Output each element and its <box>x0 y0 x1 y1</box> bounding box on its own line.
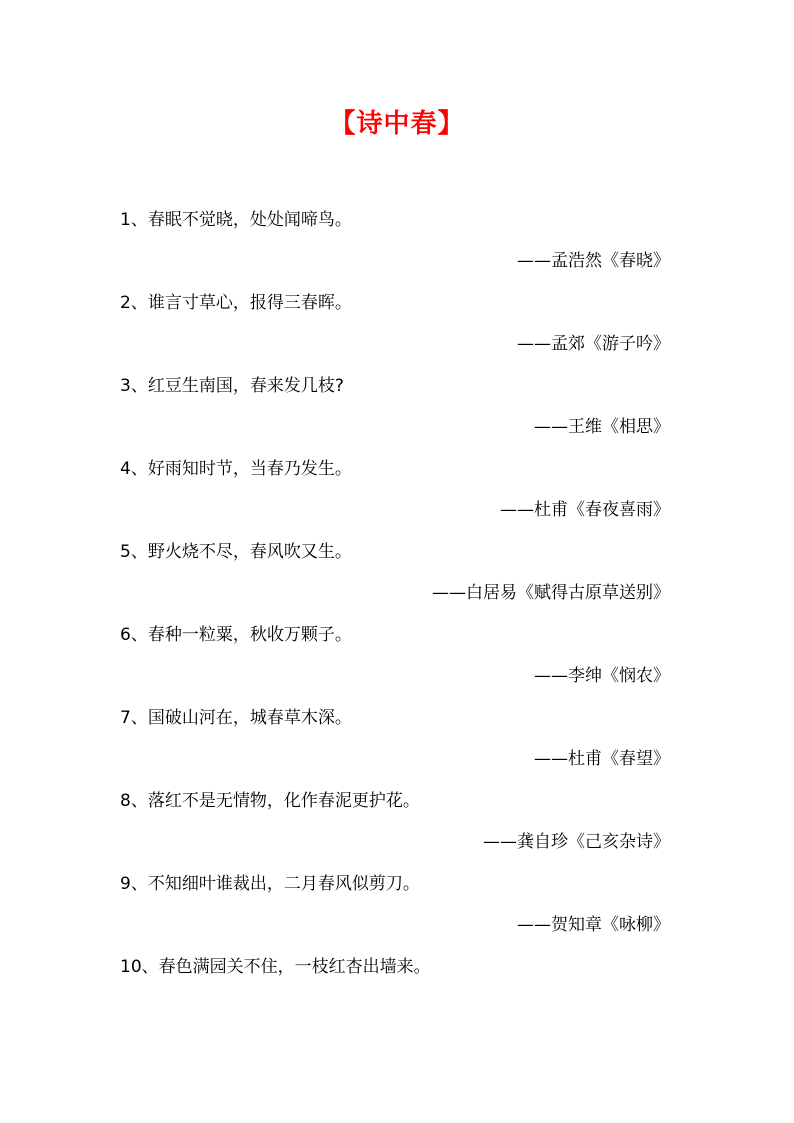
poem-line: 3、红豆生南国，春来发几枝? <box>120 376 344 396</box>
poem-line: 2、谁言寸草心，报得三春晖。 <box>120 293 352 313</box>
poem-attribution: ——杜甫《春夜喜雨》 <box>500 500 670 520</box>
poem-attribution: ——白居易《赋得古原草送别》 <box>432 583 670 603</box>
poem-line: 7、国破山河在，城春草木深。 <box>120 708 352 728</box>
poem-list <box>120 203 670 984</box>
poem-line: 4、好雨知时节，当春乃发生。 <box>120 459 352 479</box>
poem-attribution: ——李绅《悯农》 <box>534 666 670 686</box>
poem-attribution: ——王维《相思》 <box>534 417 670 437</box>
poem-line: 8、落红不是无情物，化作春泥更护花。 <box>120 791 420 811</box>
poem-line: 1、春眠不觉晓，处处闻啼鸟。 <box>120 210 352 230</box>
poem-line: 10、春色满园关不住，一枝红杏出墙来。 <box>120 957 431 977</box>
poem-line: 5、野火烧不尽，春风吹又生。 <box>120 542 352 562</box>
poem-attribution: ——龚自珍《己亥杂诗》 <box>483 832 670 852</box>
poem-attribution: ——贺知章《咏柳》 <box>517 915 670 935</box>
poem-line: 9、不知细叶谁裁出，二月春风似剪刀。 <box>120 874 420 894</box>
poem-line: 6、春种一粒粟，秋收万颗子。 <box>120 625 352 645</box>
poem-attribution: ——孟郊《游子吟》 <box>517 334 670 354</box>
poem-attribution: ——杜甫《春望》 <box>534 749 670 769</box>
page-title: 【诗中春】 <box>329 109 465 139</box>
poem-attribution: ——孟浩然《春晓》 <box>517 251 670 271</box>
